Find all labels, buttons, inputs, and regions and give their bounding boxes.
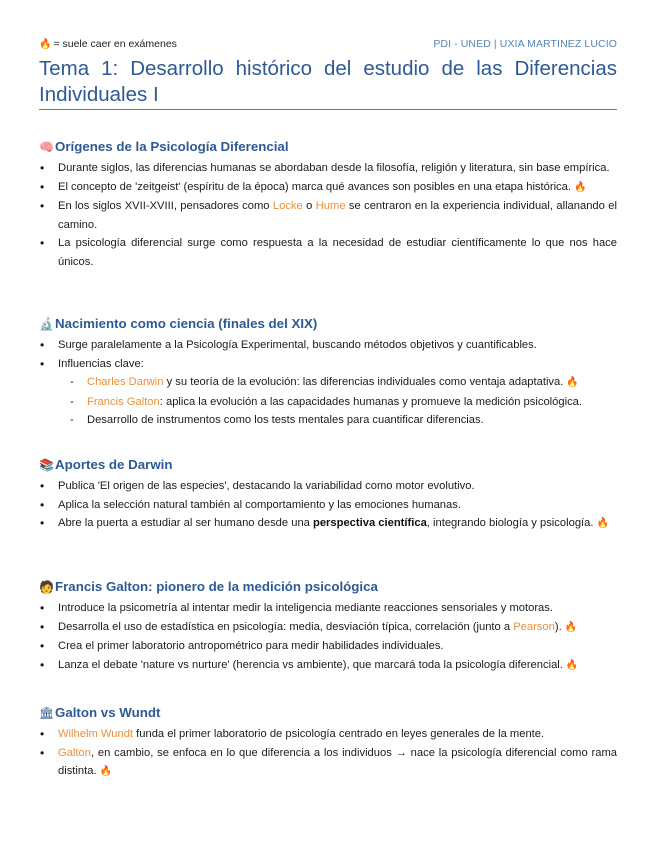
section-nacimiento [39, 315, 617, 430]
item-text: o [302, 200, 316, 212]
item-text: Influencias clave: [58, 357, 144, 370]
section-heading [39, 704, 617, 722]
fire-icon: 🔥 [565, 659, 579, 671]
item-text: Aplica la selección natural también al comportamiento y las emociones humanas. [58, 498, 461, 511]
top-line [39, 38, 617, 54]
section-heading [39, 138, 617, 156]
books-icon: 📚 [39, 458, 54, 472]
fire-icon: 🔥 [596, 518, 609, 529]
section-heading-text: Galton vs Wundt [55, 705, 161, 720]
item-text: se centraron en la experiencia individual, allanando el camino. [58, 200, 617, 231]
item-text: , en cambio, se enfoca en lo que diferencia a los individuos → nace la psicología diferencial como rama distinta. [58, 746, 617, 777]
fire-icon: 🔥 [566, 377, 579, 388]
list-item [39, 725, 617, 744]
list-item [39, 197, 617, 234]
fire-icon: 🔥 [564, 621, 578, 633]
fire-icon: 🔥 [99, 766, 113, 777]
section-heading-text: Nacimiento como ciencia (finales del XIX) [55, 316, 318, 331]
highlight-name: Locke [272, 200, 303, 212]
classical-building-icon: 🏛 [39, 706, 55, 720]
section-heading-text: Aportes de Darwin [55, 457, 173, 472]
list-item [39, 159, 617, 178]
microscope-icon: 🔬 [39, 317, 54, 331]
list-item [39, 336, 617, 355]
section-heading [39, 315, 617, 333]
item-text: Lanza el debate 'nature vs nurture' (herencia vs ambiente), que marcará toda la psicología diferencial. [58, 658, 563, 671]
item-text: Desarrollo de instrumentos como los tests mentales para cuantificar diferencias. [87, 414, 484, 426]
list-item [39, 637, 617, 656]
list-item [39, 656, 617, 676]
section-origenes [39, 138, 617, 271]
section-heading [39, 456, 617, 474]
highlight-name: Hume [315, 200, 346, 212]
list-item [39, 477, 617, 496]
section-heading-text: Francis Galton: pionero de la medición psicológica [55, 579, 378, 594]
item-text: y su teoría de la evolución: las diferencias individuales como ventaja adaptativa. [163, 376, 564, 388]
highlight-name: Wilhelm Wundt [58, 728, 134, 740]
item-text: En los siglos XVII-XVIII, pensadores como [58, 200, 273, 212]
list-item [39, 599, 617, 618]
page-title: Tema 1: Desarrollo histórico del estudio de las Diferencias Individuales I [39, 57, 617, 106]
legend-text: = suele caer en exámenes [53, 38, 177, 50]
brain-icon: 🧠 [39, 140, 54, 154]
highlight-name: Francis Galton [87, 395, 160, 408]
sub-list-item [39, 411, 617, 430]
sub-list-item [39, 373, 617, 393]
item-text: Abre la puerta a estudiar al ser humano desde una [58, 517, 313, 529]
section-galton-vs-wundt [39, 704, 617, 782]
item-text: Crea el primer laboratorio antropométrico para medir habilidades individuales. [58, 640, 444, 652]
list-item [39, 618, 617, 638]
scientist-icon: 🧑 [39, 580, 54, 594]
item-text: : aplica la evolución a las capacidades humanas y promueve la medición psicológica. [159, 395, 583, 408]
list-item [39, 355, 617, 374]
list-item [39, 234, 617, 271]
item-text: El concepto de 'zeitgeist' (espíritu de la época) marca qué avances son posibles en una etapa histórica. [58, 180, 571, 193]
bold-term: perspectiva científica [313, 517, 427, 529]
item-text: Desarrolla el uso de estadística en psicología: media, desviación típica, correlación (junto a [58, 620, 514, 633]
item-text: Introduce la psicometría al intentar medir la inteligencia mediante reacciones sensoriales y motoras. [58, 602, 553, 614]
fire-icon: 🔥 [39, 39, 52, 50]
section-galton [39, 578, 617, 675]
item-text: funda el primer laboratorio de psicología centrado en leyes generales de la mente. [133, 728, 545, 740]
fire-icon: 🔥 [574, 181, 587, 193]
list-item [39, 744, 617, 782]
item-text: La psicología diferencial surge como respuesta a la necesidad de estudiar científicamente lo que nos hace únicos. [58, 237, 617, 268]
item-text: Surge paralelamente a la Psicología Experimental, buscando métodos objetivos y cuantificables. [58, 339, 537, 351]
item-text: ). [554, 620, 562, 633]
title-divider [39, 109, 617, 110]
list-item [39, 178, 617, 198]
legend [39, 38, 177, 50]
highlight-name: Pearson [513, 620, 555, 633]
item-text: Publica 'El origen de las especies', destacando la variabilidad como motor evolutivo. [58, 480, 475, 492]
list-item [39, 514, 617, 534]
header-author: PDI - UNED | UXIA MARTINEZ LUCIO [433, 38, 617, 50]
item-text: , integrando biología y psicología. [426, 517, 594, 529]
item-text: Durante siglos, las diferencias humanas se abordaban desde la filosofía, religión y literatura, sin base empírica. [58, 162, 610, 174]
list-item [39, 496, 617, 515]
sub-list-item [39, 393, 617, 412]
section-heading-text: Orígenes de la Psicología Diferencial [55, 139, 289, 154]
section-darwin [39, 456, 617, 534]
highlight-name: Galton [58, 746, 91, 759]
highlight-name: Charles Darwin [87, 376, 164, 388]
section-heading [39, 578, 617, 596]
